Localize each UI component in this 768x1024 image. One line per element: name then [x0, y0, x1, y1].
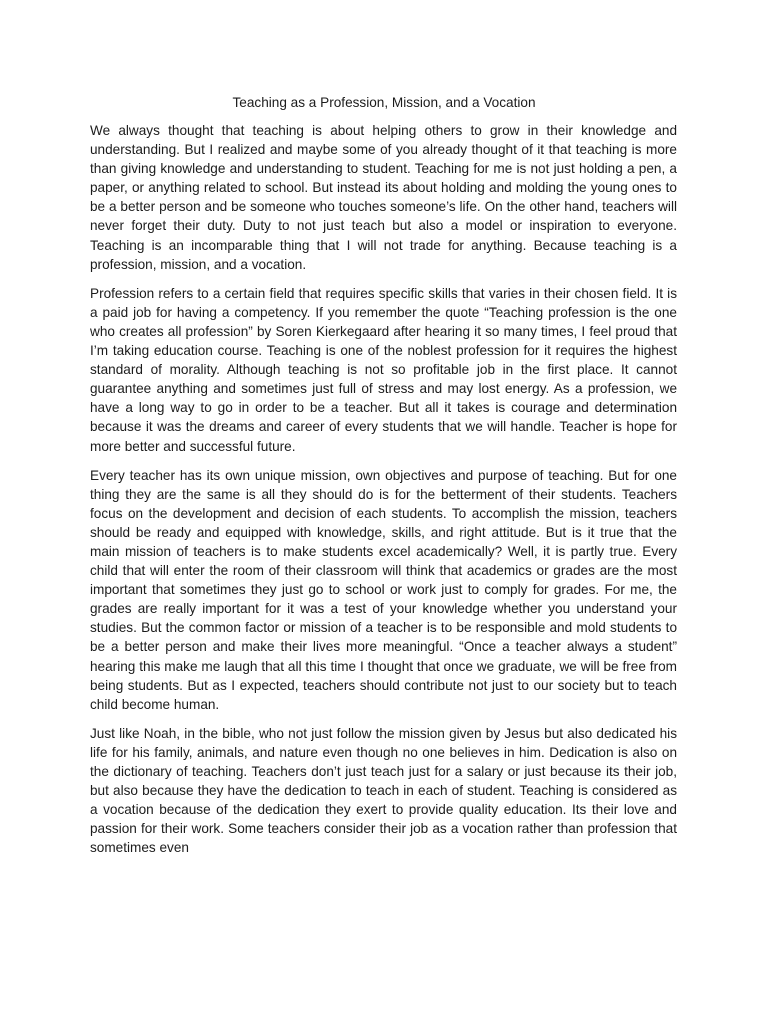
- paragraph-intro: We always thought that teaching is about helping others to grow in their knowledge and understanding. But I realized and maybe some of you already thought of it that teaching is more than giving knowledge and understanding to student. Teaching for me is not just holding a pen, a paper, or anything related to school. But instead its about holding and molding the young ones to be a better person and be someone who touches someone’s life. On the other hand, teachers will never forget their duty. Duty to not just teach but also a model or inspiration to everyone. Teaching is an incomparable thing that I will not trade for anything. Because teaching is a profession, mission, and a vocation.: [90, 123, 677, 272]
- paragraph-profession: Profession refers to a certain field that requires specific skills that varies in their chosen field. It is a paid job for having a competency. If you remember the quote “Teaching profession is the one who creates all profession” by Soren Kierkegaard after hearing it so many times, I feel proud that I’m taking education course. Teaching is one of the noblest profession for it requires the highest standard of morality. Although teaching is not so profitable job in the first place. It cannot guarantee anything and sometimes just full of stress and may lost energy. As a profession, we have a long way to go in order to be a teacher. But all it takes is courage and determination because it was the dreams and career of every students that we will handle. Teacher is hope for more better and successful future.: [90, 285, 677, 454]
- document-title: Teaching as a Profession, Mission, and a Vocation: [232, 95, 536, 110]
- document-body: [90, 121, 677, 867]
- paragraph-mission: Every teacher has its own unique mission, own objectives and purpose of teaching. But for one thing they are the same is all they should do is for the betterment of their students. Teachers focus on the development and decision of each students. To accomplish the mission, teachers should be ready and equipped with knowledge, skills, and right attitude. But is it true that the main mission of teachers is to make students excel academically? Well, it is partly true. Every child that will enter the room of their classroom will think that academics or grades are the most important that sometimes they just go to school or work just to comply for grades. For me, the grades are really important for it was a test of your knowledge whether you understand your studies. But the common factor or mission of a teacher is to be responsible and mold students to be a better person and make their lives more meaningful. “Once a teacher always a student” hearing this make me laugh that all this time I thought that once we graduate, we will be free from being students. But as I expected, teachers should contribute not just to our society but to teach child become human.: [90, 467, 677, 712]
- paragraph-vocation: Just like Noah, in the bible, who not just follow the mission given by Jesus but also dedicated his life for his family, animals, and nature even though no one believes in him. Dedication is also on the dictionary of teaching. Teachers don’t just teach just for a salary or just because its their job, but also because they have the dedication to teach in each of student. Teaching is considered as a vocation because of the dedication they exert to provide quality education. Its their love and passion for their work. Some teachers consider their job as a vocation rather than profession that sometimes even: [90, 725, 677, 856]
